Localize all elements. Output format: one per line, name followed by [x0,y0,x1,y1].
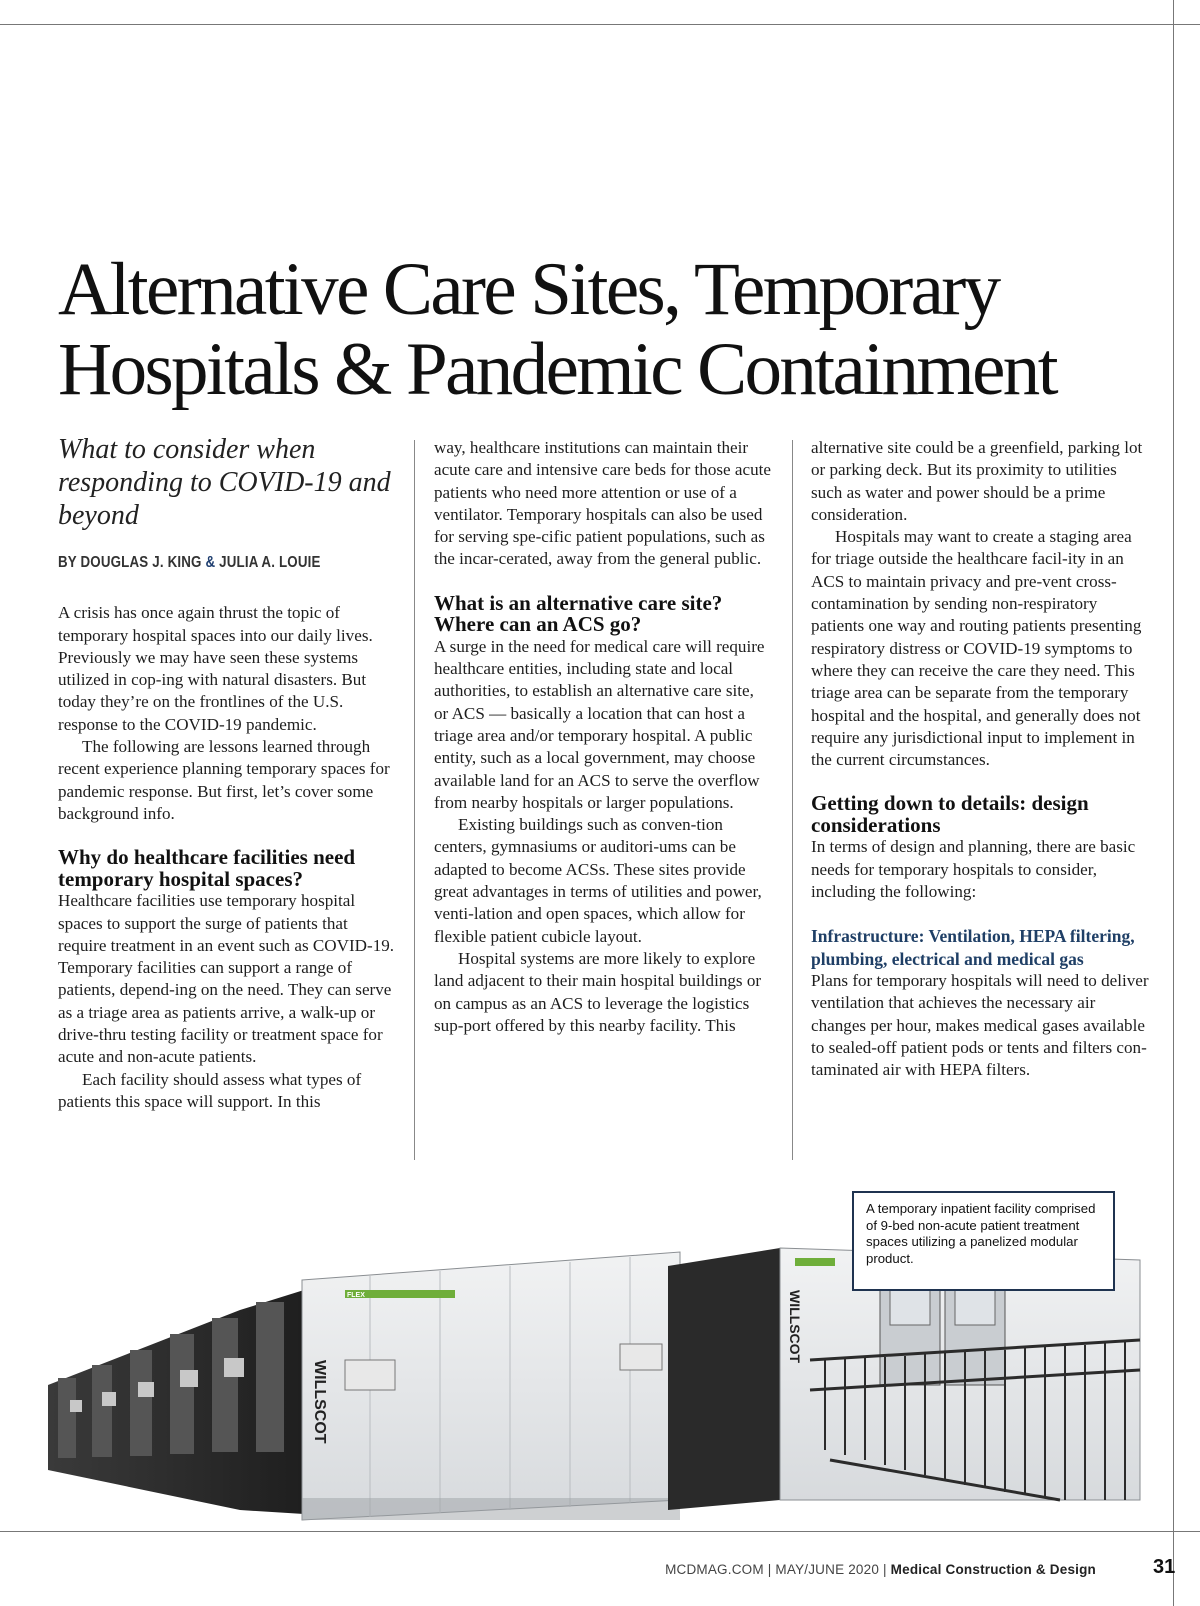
footer-magazine: Medical Construction & Design [890,1562,1096,1577]
page-number: 31 [1153,1556,1176,1578]
paragraph: alternative site could be a greenfield, parking lot or parking deck. But its proximity to utilities such as water and power should be a prime consideration. [811,438,1143,524]
headline-line-2: Hospitals & Pandemic Containment [58,328,1056,411]
paragraph: Plans for temporary hospitals will need to deliver ventilation that achieves the necessary air changes per hour, makes medical gases available to sealed-off patient pods or tents and filters con-taminated air with HEPA filters. [811,970,1149,1080]
brand-mark-2: WILLSCOT [787,1290,803,1364]
paragraph: A crisis has once again thrust the topic of temporary hospital spaces into our daily lives. Previously we may have seen these systems utilized in cop-ing with natural disasters. But today they’re on the frontlines of the U.S. response to the COVID-19 pandemic. [58,603,373,734]
column-divider-2 [792,440,793,1160]
byline [58,552,349,574]
dek: What to consider when responding to COVID-19 and beyond [58,434,391,531]
section-heading: Why do healthcare facilities need temporary hospital spaces? [58,845,356,891]
footer-separator: | [879,1562,891,1577]
headline-line-1: Alternative Care Sites, Temporary [58,248,999,331]
column-3 [811,437,1149,1081]
flex-mark: FLEX [347,1292,365,1299]
section-heading: What is an alternative care site? Where can an ACS go? [434,590,723,637]
paragraph: In terms of design and planning, there are basic needs for temporary hospitals to consider, including the following: [811,837,1136,902]
footer [665,1562,1096,1577]
byline-ampersand: & [205,554,216,571]
subsection-heading: Infrastructure: Ventilation, HEPA filtering, plumbing, electrical and medical gas [811,926,1135,969]
right-margin-rule [1173,0,1174,1606]
paragraph: The following are lessons learned through recent experience planning temporary spaces for pandemic response. But first, let’s cover some background info. [58,737,390,823]
top-rule [0,24,1200,25]
column-2 [434,437,772,1037]
byline-prefix: BY [58,554,77,571]
main-module [302,1252,680,1520]
paragraph: Healthcare facilities use temporary hospital spaces to support the surge of patients that require treatment in an event such as COVID-19. Temporary facilities can support a range of patients, depend-ing on the need. They can serve as a triage area as patients arrive, a walk-up or drive-thru testing facility or treatment space for acute and non-acute patients. [58,891,395,1067]
bottom-rule [0,1531,1200,1532]
headline [58,250,1168,410]
byline-author-2: JULIA A. LOUIE [219,554,321,571]
section-heading: Getting down to details: design considerations [811,791,1089,837]
paragraph: A surge in the need for medical care will require healthcare entities, including state and local authorities, to establish an alternative care site, or ACS — basically a location that can host a triage area and/or temporary hospital. A public entity, such as a local government, may choose available land for an ACS to serve the overflow from nearby hospitals or larger populations. [434,636,765,812]
caption-text: A temporary inpatient facility comprised of 9-bed non-acute patient treatment spaces utilizing a panelized modular product. [866,1201,1096,1266]
column-divider-1 [414,440,415,1160]
paragraph: Each facility should assess what types of patients this space will support. In this [58,1069,362,1111]
footer-site: MCDMAG.COM [665,1562,764,1577]
paragraph: Hospital systems are more likely to explore land adjacent to their main hospital buildings or on campus as an ACS to leverage the logistics sup-port offered by this nearby facility. This [434,948,762,1035]
column-1 [58,434,396,1113]
brand-mark: WILLSCOT [311,1360,328,1444]
footer-separator: | [763,1562,776,1577]
receding-modules [48,1285,320,1515]
paragraph: way, healthcare institutions can maintain their acute care and intensive care beds for those acute patients who need more attention or use of a ventilator. Temporary hospitals can also be used for serving spe-cific patient populations, such as the incar-cerated, away from the general public. [434,438,771,569]
paragraph: Existing buildings such as conven-tion centers, gymnasiums or auditori-ums can be adapted to become ACSs. These sites provide great advantages in terms of utilities and power, venti-lation and open spaces, which allow for flexible patient cubicle layout. [434,815,762,946]
photo-caption [852,1191,1115,1291]
byline-author-1: DOUGLAS J. KING [80,554,202,571]
paragraph: Hospitals may want to create a staging area for triage outside the healthcare facil-ity in an ACS to maintain privacy and pre-vent cross-contamination by sending non-respiratory patients one way and routing patients presenting respiratory distress or COVID-19 symptoms to where they can receive the care they need. This triage area can be separate from the temporary hospital and the hospital, and generally does not require any jurisdictional input to implement in the current circumstances. [811,527,1142,770]
footer-issue: MAY/JUNE 2020 [775,1562,880,1577]
